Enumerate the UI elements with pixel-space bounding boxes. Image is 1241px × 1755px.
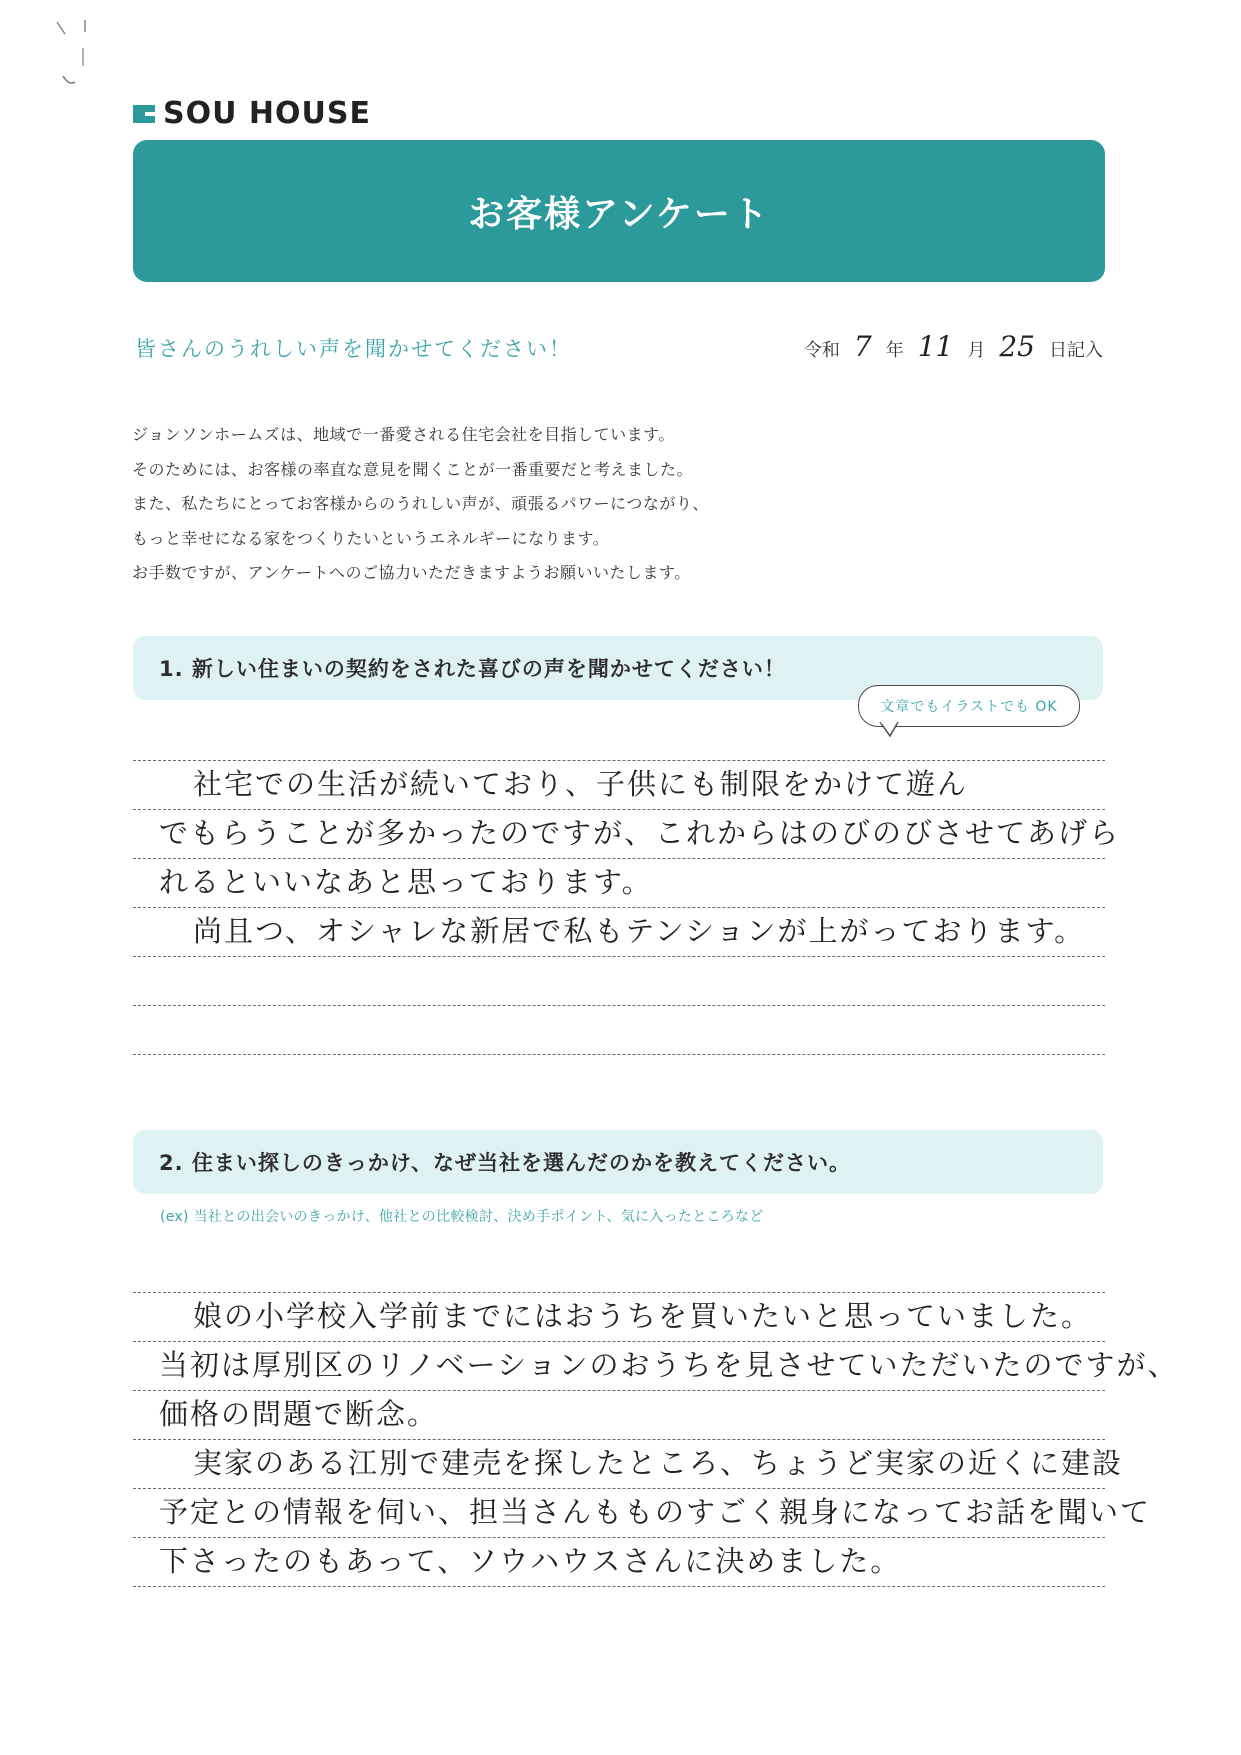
intro-line: お手数ですが、アンケートへのご協力いただきますようお願いいたします。 xyxy=(132,563,691,582)
answer-line xyxy=(133,1292,1105,1342)
date-field xyxy=(802,330,1105,363)
handwritten-text: 実家のある江別で建売を探したところ、ちょうど実家の近くに建設 xyxy=(193,1446,1124,1480)
answer-line xyxy=(133,1538,1105,1587)
answer-line xyxy=(133,908,1105,957)
handwritten-text: 尚且つ、オシャレな新居で私もテンションが上がっております。 xyxy=(193,914,1086,948)
intro-line: また、私たちにとってお客様からのうれしい声が、頑張るパワーにつながり、 xyxy=(132,494,709,513)
answer-line xyxy=(133,1440,1124,1489)
answer-line xyxy=(133,1391,1105,1440)
subtitle: 皆さんのうれしい声を聞かせてください！ xyxy=(135,337,572,361)
answer-line xyxy=(133,957,1105,1006)
intro-line: ジョンソンホームズは、地域で一番愛される住宅会社を目指しています。 xyxy=(132,425,675,444)
page-title: お客様アンケート xyxy=(468,193,770,235)
handwritten-text: 下さったのもあって、ソウハウスさんに決めました。 xyxy=(159,1544,902,1578)
speech-bubble: 文章でもイラストでも OK xyxy=(858,685,1080,727)
answer-line xyxy=(133,1342,1179,1391)
intro-line: もっと幸せになる家をつくりたいというエネルギーになります。 xyxy=(132,528,610,548)
question-2-answer-area[interactable] xyxy=(133,1292,1179,1587)
answer-line xyxy=(133,810,1121,859)
answer-line xyxy=(133,859,1105,908)
date-month-value: 11 xyxy=(917,330,954,363)
date-month-label: 月 xyxy=(967,340,986,361)
logo-mark-icon xyxy=(133,105,155,123)
handwritten-text: 予定との情報を伺い、担当さんもものすごく親身になってお話を聞いて xyxy=(159,1495,1152,1529)
answer-line xyxy=(133,1006,1105,1055)
handwritten-text: 社宅での生活が続いており、子供にも制限をかけて遊ん xyxy=(193,767,969,801)
date-day-value: 25 xyxy=(999,330,1035,363)
question-2-title: 2. 住まい探しのきっかけ、なぜ当社を選んだのかを教えてください。 xyxy=(159,1151,852,1175)
question-2-header xyxy=(133,1130,1103,1194)
date-day-label: 日記入 xyxy=(1049,340,1103,361)
logo-text: SOU HOUSE xyxy=(163,96,371,131)
question-1-title: 1. 新しい住まいの契約をされた喜びの声を聞かせてください！ xyxy=(159,657,786,681)
company-logo xyxy=(133,96,371,131)
answer-line xyxy=(133,760,1105,810)
handwritten-text: れるといいなあと思っております。 xyxy=(159,865,653,899)
handwritten-text: 当初は厚別区のリノベーションのおうちを見させていただいたのですが、 xyxy=(159,1348,1179,1382)
handwritten-text: 娘の小学校入学前までにはおうちを買いたいと思っていました。 xyxy=(193,1299,1093,1333)
handwritten-text: でもらうことが多かったのですが、これからはのびのびさせてあげら xyxy=(159,816,1121,850)
date-year-value: 7 xyxy=(853,330,872,363)
scan-corner-marks xyxy=(55,20,95,94)
title-banner xyxy=(133,140,1105,282)
date-year-label: 年 xyxy=(885,340,904,361)
answer-line xyxy=(133,1489,1152,1538)
date-era-label: 令和 xyxy=(803,340,840,361)
question-2-example: (ex) 当社との出会いのきっかけ、他社との比較検討、決め手ポイント、気に入ったところなど xyxy=(160,1209,764,1225)
question-1-answer-area[interactable] xyxy=(133,760,1121,1055)
intro-text xyxy=(132,418,709,591)
intro-line: そのためには、お客様の率直な意見を聞くことが一番重要だと考えました。 xyxy=(132,459,694,479)
handwritten-text: 価格の問題で断念。 xyxy=(159,1397,439,1431)
